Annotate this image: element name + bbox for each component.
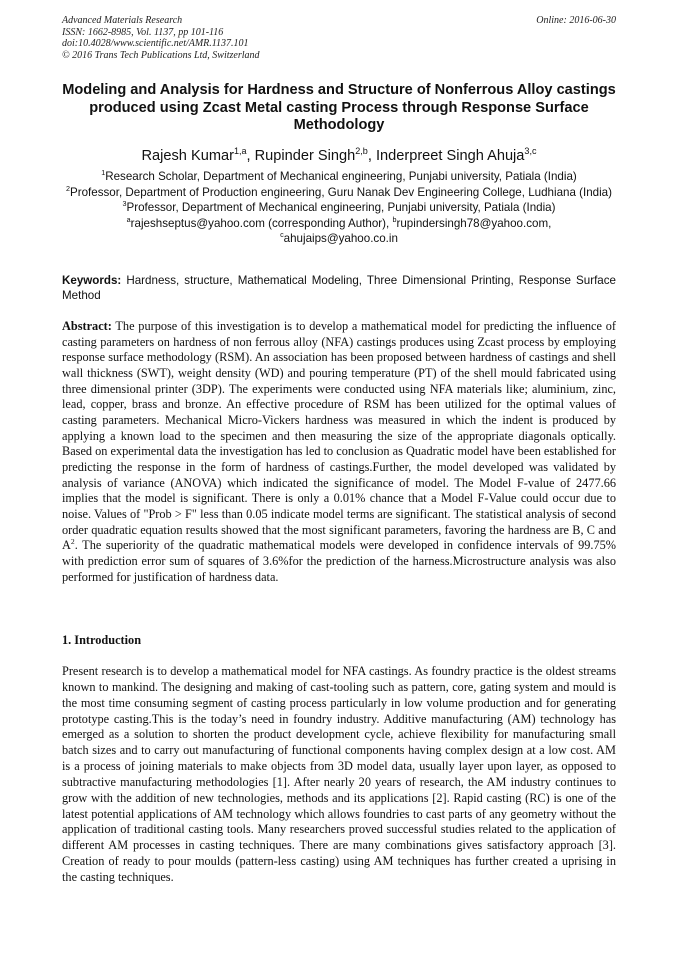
email-line [62,231,616,247]
author-superscript: 3,c [524,146,537,157]
affiliation-superscript: 1 [101,168,106,178]
affiliation-2 [62,185,616,201]
affiliation-superscript: 3 [122,199,127,209]
email-superscript: c [280,230,284,240]
journal-name: Advanced Materials Research [62,15,183,26]
abstract-superscript: 2 [70,537,75,547]
affiliation-text: Professor, Department of Production engineering, Guru Nanak Dev Engineering College, Ludhiana (India) [69,185,612,199]
author-name: Inderpreet Singh Ahuja [375,148,525,164]
abstract-paragraph [62,319,616,585]
affiliation-1 [62,169,616,185]
abstract-text: The purpose of this investigation is to develop a mathematical model for predicting the influence of casting parameters on hardness of non ferrous alloy (NFA) castings produces using Zcast process by employing response surface methodology (RSM). An association has been proposed between hardness of castings and shell wall thickness (SWT), weight density (WD) and pouring temperature (PT) of the shell mould fabricated using three dimensional printer (3DP). The experiments were conducted using NFA materials like; aluminium, zinc, lead, copper, brass and bronze. An effective procedure of RSM has been utilized for the optimal values of casting parameters. Mechanical Micro-Vickers hardness was measured in which the indent is produced by applying a known load to the specimen and then measuring the size of the appropriate diagonals optically. Based on experimental data the investigation has led to conclusion as Quadratic model have been established for predicting the response in the form of hardness of castings.Further, the model developed was validated by analysis of variance (ANOVA) which indicated the significance of model. The Model F-value of 2477.66 implies that the model is significant. There is only a 0.01% chance that a Model F-Value could occur due to noise. Values of "Prob > F" less than 0.05 indicate model terms are significant. The statistical analysis of second order quadratic equation results showed that the most significant parameters, favoring the hardness are B, C and A [62,319,616,553]
affiliations [62,169,616,247]
affiliation-text: Research Scholar, Department of Mechanical engineering, Punjabi university, Patiala (India) [105,170,577,183]
email-line [62,216,616,232]
paper-title: Modeling and Analysis for Hardness and Structure of Nonferrous Alloy castings produced using Zcast Metal casting Process through Response Surface Methodology [62,82,616,133]
author-superscript: 2,b [355,146,368,157]
keywords-label: Keywords: [62,274,122,287]
affiliation-text: Professor, Department of Mechanical engineering, Punjabi university, Patiala (India) [126,201,556,214]
online-date: Online: 2016-06-30 [536,15,616,26]
copyright-line: © 2016 Trans Tech Publications Ltd, Switzerland [62,49,260,61]
author-list: Rajesh Kumar$^{1,a}$, Rupinder Singh$^{2,b}$, Inderpreet Singh Ahuja$^{3,c}$ [141,146,537,164]
author-name: Rajesh Kumar [141,148,234,164]
author-superscript: 1,a [233,146,247,157]
keywords-paragraph [62,274,616,303]
author-name: Rupinder Singh [254,148,356,164]
introduction-paragraph: Present research is to develop a mathematical model for NFA castings. As foundry practice is the oldest streams known to mankind. The designing and making of cast-tooling such as pattern, core, gating system and mould is the most time consuming segment of casting process particularly in low volume production and for generating prototype casting.This is the today’s need in foundry industry. Additive manufacturing (AM) technology has emerged as a solution to shorten the product development cycle, achieve flexibility for manufacturing small batch sizes and to carry out manufacturing of functional components having complex design at a low cost. AM is a process of joining materials to make objects from 3D model data, usually layer upon layer, as opposed to subtractive manufacturing methodologies [1]. After nearly 20 years of research, the AM industry continues to grow with the addition of new technologies, methods and its applications [2]. Rapid casting (RC) is one of the latest potential applications of AM technology which allows foundries to cast parts of any geometry without the application of traditional casting tools. Many researchers proved successful studies related to the application of different AM processes in casting techniques. There are many combinations gives satisfactory approach [3]. Creation of ready to pour moulds (pattern-less casting) using AM techniques has further created a uprising in the casting techniques. [62,664,616,884]
email-text[interactable]: ahujaips@yahoo.co.in [283,232,398,245]
email-text[interactable]: rupindersingh78@yahoo.com, [396,216,552,230]
affiliation-superscript: 2 [65,183,70,193]
email-text[interactable]: rajeshseptus@yahoo.com (corresponding Author), [130,216,393,230]
journal-header [62,15,616,61]
affiliation-3 [62,200,616,216]
doi-line: doi:10.4028/www.scientific.net/AMR.1137.101 [62,38,249,49]
issn-line: ISSN: 1662-8985, Vol. 1137, pp 101-116 [62,26,224,38]
email-superscript: a [126,214,131,224]
abstract-text-continued: . The superiority of the quadratic mathematical models were developed in confidence intervals of 99.75% with prediction error sum of squares of 3.6%for the prediction of the harness.Microstructure analysis was also performed for justification of hardness data. [62,538,616,584]
abstract-label: Abstract: [62,319,112,333]
email-superscript: b [392,214,397,224]
keywords-text: Hardness, structure, Mathematical Modeling, Three Dimensional Printing, Response Surface Method [62,274,616,302]
section-heading: 1. Introduction [62,633,142,647]
